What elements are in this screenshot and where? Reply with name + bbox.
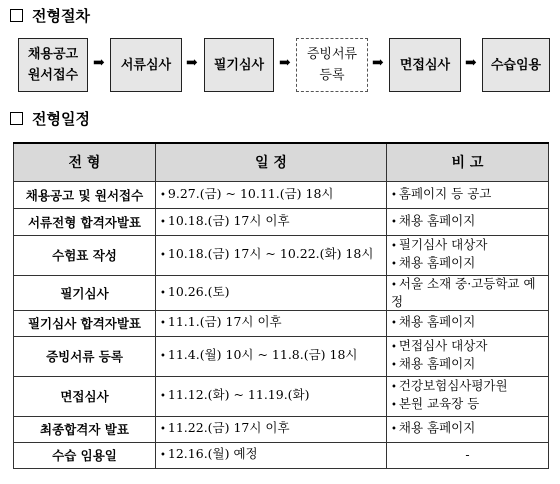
bullet-icon: • bbox=[160, 250, 166, 261]
bullet-icon: • bbox=[391, 424, 397, 435]
stage-cell: 필기심사 bbox=[14, 275, 156, 310]
note-line bbox=[391, 314, 544, 332]
note-text: 채용 홈페이지 bbox=[398, 212, 476, 228]
note-text: 홈페이지 등 공고 bbox=[398, 185, 492, 201]
flow-step-1: 채용공고 원서접수 bbox=[18, 38, 88, 92]
note-text: 면접심사 대상자 bbox=[398, 338, 488, 353]
table-row bbox=[14, 376, 549, 416]
schedule-line bbox=[160, 186, 382, 204]
table-row bbox=[14, 336, 549, 376]
schedule-table bbox=[13, 142, 549, 469]
note-line bbox=[391, 356, 544, 374]
note-text: 건강보험심사평가원 bbox=[398, 378, 508, 393]
note-text: 서울 소재 중·고등학교 예정 bbox=[391, 275, 536, 309]
schedule-text: 10.26.(토) bbox=[167, 283, 230, 299]
checkbox-square-icon bbox=[10, 9, 23, 22]
bullet-icon: • bbox=[391, 189, 397, 201]
section-title: 전형일정 bbox=[32, 110, 90, 128]
table-row bbox=[14, 442, 549, 468]
schedule-text: 12.16.(월) 예정 bbox=[167, 446, 258, 461]
stage-cell: 증빙서류 등록 bbox=[14, 336, 156, 376]
schedule-cell bbox=[156, 442, 387, 468]
flow-step-4: 증빙서류 등록 bbox=[296, 38, 368, 92]
schedule-cell bbox=[156, 310, 387, 336]
schedule-line bbox=[160, 420, 382, 438]
arrow-right-icon: ➡ bbox=[279, 55, 291, 71]
note-text: 필기심사 대상자 bbox=[398, 237, 488, 252]
stage-cell: 서류전형 합격자발표 bbox=[14, 208, 156, 235]
bullet-icon: • bbox=[391, 318, 397, 329]
bullet-icon: • bbox=[160, 450, 166, 461]
table-row bbox=[14, 310, 549, 336]
stage-cell: 필기심사 합격자발표 bbox=[14, 310, 156, 336]
stage-cell: 채용공고 및 원서접수 bbox=[14, 181, 156, 208]
schedule-line bbox=[160, 246, 382, 264]
note-line bbox=[391, 276, 544, 310]
table-row bbox=[14, 208, 549, 235]
schedule-cell bbox=[156, 275, 387, 310]
note-line bbox=[391, 396, 544, 414]
note-cell bbox=[387, 442, 549, 468]
arrow-right-icon: ➡ bbox=[465, 55, 477, 71]
stage-cell: 최종합격자 발표 bbox=[14, 416, 156, 442]
section-title: 전형절차 bbox=[32, 7, 90, 25]
note-cell bbox=[387, 181, 549, 208]
note-cell bbox=[387, 376, 549, 416]
arrow-right-icon: ➡ bbox=[372, 55, 384, 71]
bullet-icon: • bbox=[160, 391, 166, 402]
flow-step-3: 필기심사 bbox=[204, 38, 274, 92]
section-heading-procedure bbox=[10, 5, 90, 26]
bullet-icon: • bbox=[160, 189, 166, 201]
schedule-cell bbox=[156, 336, 387, 376]
bullet-icon: • bbox=[160, 351, 166, 362]
procedure-flow bbox=[18, 38, 550, 94]
bullet-icon: • bbox=[391, 216, 397, 228]
stage-cell: 면접심사 bbox=[14, 376, 156, 416]
schedule-text: 11.1.(금) 17시 이후 bbox=[167, 314, 282, 329]
table-header-row bbox=[14, 143, 549, 181]
column-header: 비 고 bbox=[387, 143, 549, 181]
schedule-cell bbox=[156, 208, 387, 235]
bullet-icon: • bbox=[391, 360, 397, 371]
note-line bbox=[391, 213, 544, 231]
schedule-cell bbox=[156, 376, 387, 416]
schedule-text: 10.18.(금) 17시 ~ 10.22.(화) 18시 bbox=[167, 246, 374, 261]
schedule-text: 11.12.(화) ~ 11.19.(화) bbox=[167, 387, 310, 402]
stage-cell: 수험표 작성 bbox=[14, 235, 156, 275]
note-text: 본원 교육장 등 bbox=[398, 396, 480, 411]
note-text: 채용 홈페이지 bbox=[398, 255, 476, 270]
note-text: 채용 홈페이지 bbox=[398, 420, 476, 435]
schedule-line bbox=[160, 347, 382, 365]
schedule-line bbox=[160, 387, 382, 405]
checkbox-square-icon bbox=[10, 112, 23, 125]
note-cell bbox=[387, 416, 549, 442]
bullet-icon: • bbox=[160, 216, 166, 228]
schedule-line bbox=[160, 284, 382, 302]
schedule-line bbox=[160, 213, 382, 231]
schedule-text: 11.22.(금) 17시 이후 bbox=[167, 420, 290, 435]
column-header: 일 정 bbox=[156, 143, 387, 181]
note-cell bbox=[387, 235, 549, 275]
schedule-cell bbox=[156, 416, 387, 442]
section-heading-schedule bbox=[10, 108, 90, 129]
bullet-icon: • bbox=[391, 279, 397, 291]
arrow-right-icon: ➡ bbox=[93, 55, 105, 71]
note-cell bbox=[387, 208, 549, 235]
schedule-text: 10.18.(금) 17시 이후 bbox=[167, 212, 290, 228]
bullet-icon: • bbox=[391, 400, 397, 411]
schedule-cell bbox=[156, 235, 387, 275]
note-line bbox=[391, 378, 544, 396]
table-row bbox=[14, 181, 549, 208]
bullet-icon: • bbox=[391, 342, 397, 353]
schedule-text: 9.27.(금) ~ 10.11.(금) 18시 bbox=[167, 185, 334, 201]
bullet-icon: • bbox=[160, 318, 166, 329]
column-header: 전 형 bbox=[14, 143, 156, 181]
note-line bbox=[391, 338, 544, 356]
table-row bbox=[14, 275, 549, 310]
note-cell bbox=[387, 275, 549, 310]
bullet-icon: • bbox=[160, 424, 166, 435]
note-text: - bbox=[465, 447, 470, 462]
note-cell bbox=[387, 336, 549, 376]
bullet-icon: • bbox=[391, 382, 397, 393]
flow-step-5: 면접심사 bbox=[389, 38, 461, 92]
bullet-icon: • bbox=[391, 259, 397, 270]
schedule-line bbox=[160, 446, 382, 464]
flow-step-6: 수습임용 bbox=[482, 38, 550, 92]
note-cell bbox=[387, 310, 549, 336]
arrow-right-icon: ➡ bbox=[186, 55, 198, 71]
stage-cell: 수습 임용일 bbox=[14, 442, 156, 468]
note-line bbox=[391, 447, 544, 463]
bullet-icon: • bbox=[160, 287, 166, 299]
note-text: 채용 홈페이지 bbox=[398, 314, 476, 329]
note-line bbox=[391, 255, 544, 273]
note-line bbox=[391, 420, 544, 438]
schedule-text: 11.4.(월) 10시 ~ 11.8.(금) 18시 bbox=[167, 347, 358, 362]
table-row bbox=[14, 235, 549, 275]
bullet-icon: • bbox=[391, 241, 397, 252]
note-line bbox=[391, 186, 544, 204]
schedule-line bbox=[160, 314, 382, 332]
schedule-cell bbox=[156, 181, 387, 208]
note-text: 채용 홈페이지 bbox=[398, 356, 476, 371]
table-row bbox=[14, 416, 549, 442]
flow-step-2: 서류심사 bbox=[110, 38, 182, 92]
note-line bbox=[391, 237, 544, 255]
